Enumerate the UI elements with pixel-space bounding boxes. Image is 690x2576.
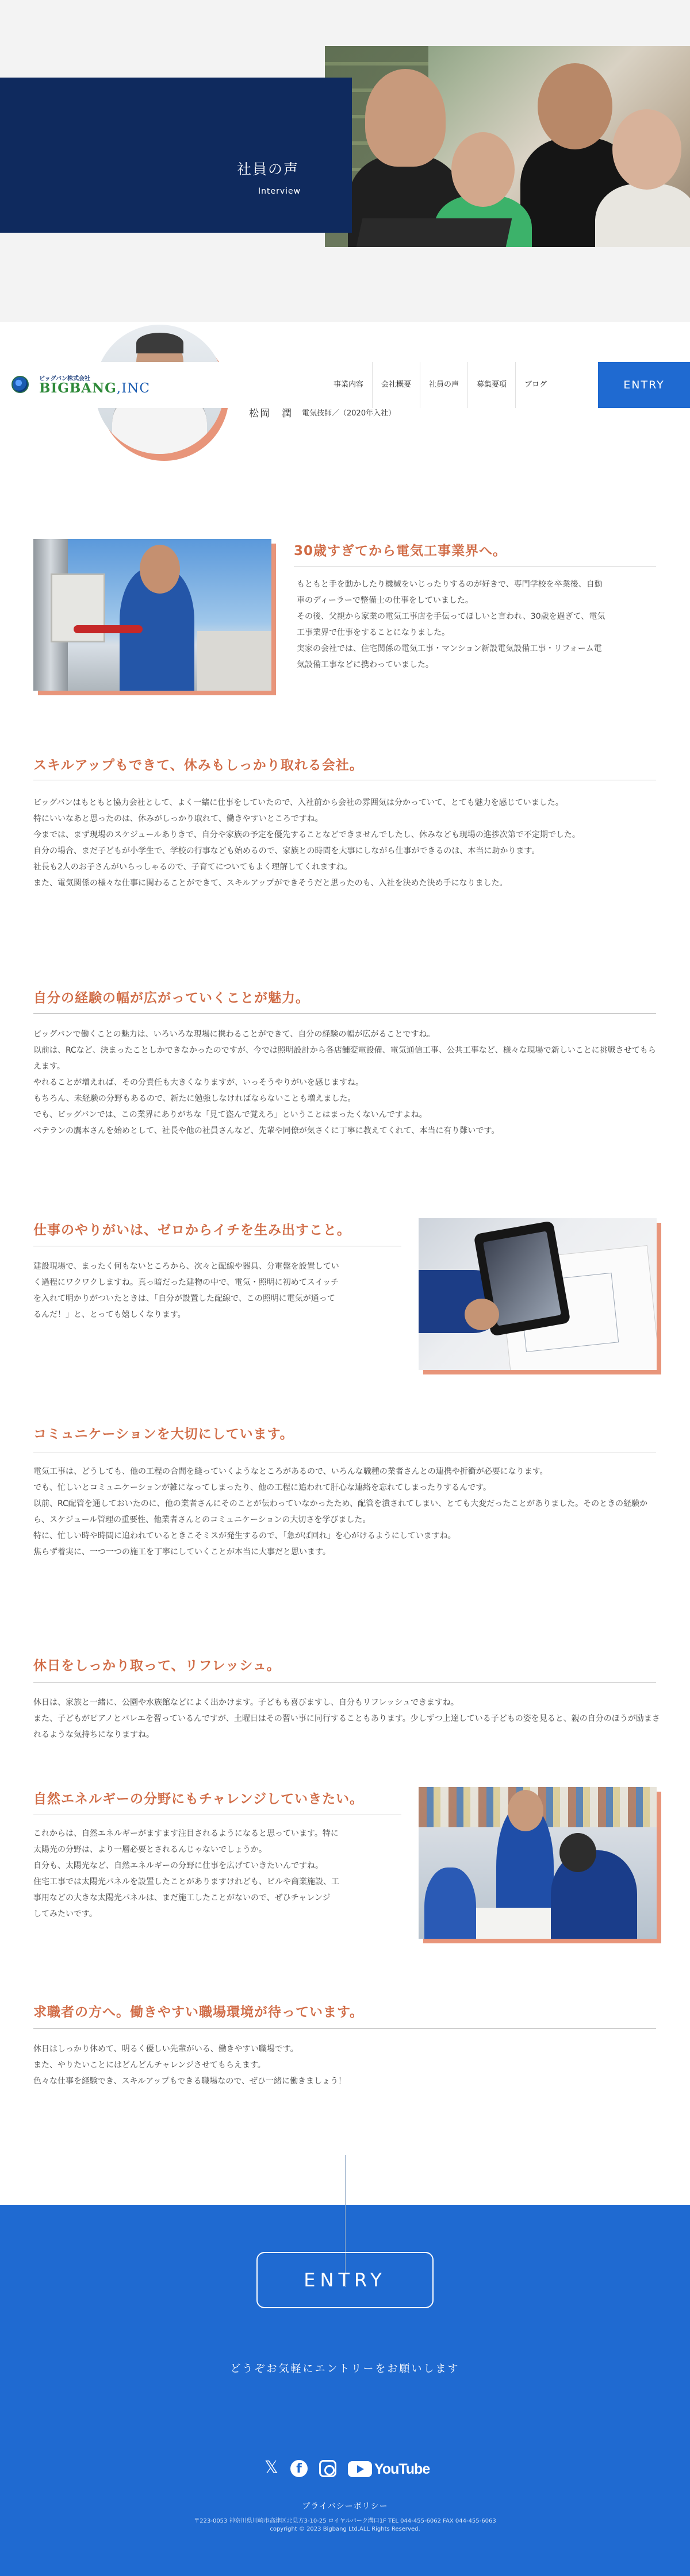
nav-item-company[interactable]: 会社概要 (373, 362, 420, 408)
section-title: 求職者の方へ。働きやすい職場環境が待っています。 (33, 2005, 364, 2020)
section-body: もともと手を動かしたり機械をいじったりするのが好きで、専門学校を卒業後、自動 車のディーラーで整備士の仕事をしていました。 その後、父親から家業の電気工事店を手伝ってほしいと言われ、30歳を過ぎて、電気 工事業界で仕事をすることになりました。 実家の会社では、住宅関係の電気工事・マンション新設電気設備工事・リフォーム電 気設備工事などに携わっていました。 (297, 580, 605, 669)
youtube-icon[interactable] (348, 2461, 372, 2477)
section-divider (33, 1682, 656, 1683)
main-nav (325, 362, 555, 408)
page-title: 社員の声 (237, 161, 300, 178)
header-entry-button[interactable]: ENTRY (598, 362, 690, 408)
youtube-wordmark[interactable]: YouTube (374, 2461, 430, 2477)
section-title: 30歳すぎてから電気工事業界へ。 (294, 544, 507, 559)
section-photo-office (419, 1787, 661, 1943)
hero-photo (325, 46, 690, 247)
page-subtitle: Interview (258, 187, 301, 196)
section-divider (33, 2028, 656, 2029)
section-title: 自分の経験の幅が広がっていくことが魅力。 (33, 991, 309, 1006)
section-title: 休日をしっかり取って、リフレッシュ。 (33, 1658, 281, 1673)
entry-note: どうぞお気軽にエントリーをお願いします (230, 2363, 460, 2375)
instagram-icon[interactable] (319, 2460, 336, 2477)
section-body: 電気工事は、どうしても、他の工程の合間を縫っていくようなところがあるので、いろんな職種の業者さんとの連携や折衝が必要になります。 でも、忙しいとコミュニケーションが雑になってしまったり、他の工程に追われて肝心な連絡を忘れてしまったりするんです。 以前、RC配管を通しておいたのに、他の業者さんにそのことが伝わっていなかったため、配管を潰されてしまい、とても大変だったことがありました。そのときの経験から、スケジュール管理の重要性、他業者さんとのコミュニケーションの大切さを学びました。 特に、忙しい時や時間に追われているときこそミスが発生するので、「急がば回れ」を心がけるようにしていますね。 焦らず着実に、一つ一つの施工を丁寧にしていくことが本当に大事だと思います。 (33, 1467, 648, 1557)
hero (0, 0, 690, 322)
section-body: 休日はしっかり休めて、明るく優しい先輩がいる、働きやすい職場です。 また、やりたいことにはどんどんチャレンジさせてもらえます。 色々な仕事を経験でき、スキルアップもできる職場なので、ぜひ一緒に働きましょう！ (33, 2044, 347, 2086)
section-divider (33, 1013, 656, 1014)
hero-panel (0, 78, 352, 233)
logo-wordmark: BIGBANG,INC (39, 380, 150, 396)
section-photo-outdoor (33, 539, 276, 695)
logo-mark-icon (12, 376, 29, 393)
section-body: 建設現場で、まったく何もないところから、次々と配線や器具、分電盤を設置してい く過程にワクワクしますね。真っ暗だった建物の中で、電気・照明に初めてスイッチ を入れて明かりがついたときは、「自分が設置した配線で、この照明に電気が通って るんだ！」と、とっても嬉しくなります。 (33, 1262, 339, 1319)
nav-item-interview[interactable]: 社員の声 (420, 362, 468, 408)
nav-item-business[interactable]: 事業内容 (325, 362, 373, 408)
footer-entry-button[interactable]: ENTRY (256, 2252, 434, 2308)
social-links (262, 2458, 434, 2481)
copyright: copyright © 2023 Bigbang Ltd.ALL Rights Reserved. (270, 2526, 420, 2532)
section-title: スキルアップもできて、休みもしっかり取れる会社。 (33, 758, 363, 773)
site-header (0, 362, 690, 408)
section-title: 自然エネルギーの分野にもチャレンジしていきたい。 (33, 1792, 364, 1807)
nav-item-recruit[interactable]: 募集要項 (468, 362, 516, 408)
section-title: コミュニケーションを大切にしています。 (33, 1427, 294, 1442)
profile-name: 松岡 潤 (249, 408, 293, 419)
privacy-policy-link[interactable]: プライバシーポリシー (302, 2502, 388, 2511)
company-address: 〒223-0053 神奈川県川崎市高津区北見方3-10-25 ロイヤルパーク溝口1F TEL 044-455-6062 FAX 044-455-6063 (194, 2518, 496, 2524)
profile-role: 電気技師／（2020年入社） (302, 409, 396, 418)
nav-item-blog[interactable]: ブログ (524, 380, 547, 389)
section-body: ビッグバンはもともと協力会社として、よく一緒に仕事をしていたので、入社前から会社の雰囲気は分かっていて、とても魅力を感じていました。 特にいいなあと思ったのは、休みがしっかり取れて、働きやすいところですね。 今までは、まず現場のスケジュールありきで、自分や家族の予定を優先することなどできませんでしたし、休みなども現場の進捗次第で不定期でした。 自分の場合、まだ子どもが小学生で、学校の行事なども始めるので、家族との時間を大事にしながら仕事ができるのは、本当に助かります。 社長も2人のお子さんがいらっしゃるので、子育てについてもよく理解してくれますね。 また、電気関係の様々な仕事に関わることができて、スキルアップができそうだと思ったのも、入社を決めた決め手になりました。 (33, 798, 580, 888)
section-photo-tablet (419, 1218, 661, 1374)
logo-company-name: ビッグバン株式会社 (39, 376, 90, 382)
section-body: これからは、自然エネルギーがますます注目されるようになると思っています。特に 太陽光の分野は、より一層必要とされるんじゃないでしょうか。 自分も、太陽光など、自然エネルギーの分野に仕事を広げていきたいんですね。 住宅工事では太陽光パネルを設置したことがありますけれども、ビルや商業施設、工 事用などの大きな太陽光パネルは、まだ施工したことがないので、ぜひチャレンジ してみたいです。 (33, 1829, 339, 1919)
logo[interactable] (12, 372, 172, 398)
facebook-icon[interactable]: f (290, 2460, 308, 2477)
section-body: 休日は、家族と一緒に、公園や水族館などによく出かけます。子どもも喜びますし、自分もリフレッシュできますね。 また、子どもがピアノとバレエを習っているんですが、土曜日はその習い事に同行することもあります。少しずつ上達している子どもの姿を見ると、親の自分のほうが励まされるような気持ちになりますね。 (33, 1698, 660, 1739)
x-icon[interactable]: 𝕏 (264, 2458, 279, 2478)
section-body: ビッグバンで働くことの魅力は、いろいろな現場に携わることができて、自分の経験の幅が広がることですね。 以前は、RCなど、決まったことしかできなかったのですが、今では照明設計から各店舗変電設備、電気通信工事、公共工事など、様々な現場で新しいことに挑戦させてもらえます。 やれることが増えれば、その分責任も大きくなりますが、いっそうやりがいを感じますね。 もちろん、未経験の分野もあるので、新たに勉強しなければならないことも増えました。 でも、ビッグバンでは、この業界にありがちな「見て盗んで覚えろ」ということはまったくないんですよね。 ベテランの鷹本さんを始めとして、社長や他の社員さんなど、先輩や同僚が気さくに丁寧に教えてくれて、本当に有り難いです。 (33, 1030, 656, 1135)
section-title: 仕事のやりがいは、ゼロからイチを生み出すこと。 (33, 1223, 351, 1238)
